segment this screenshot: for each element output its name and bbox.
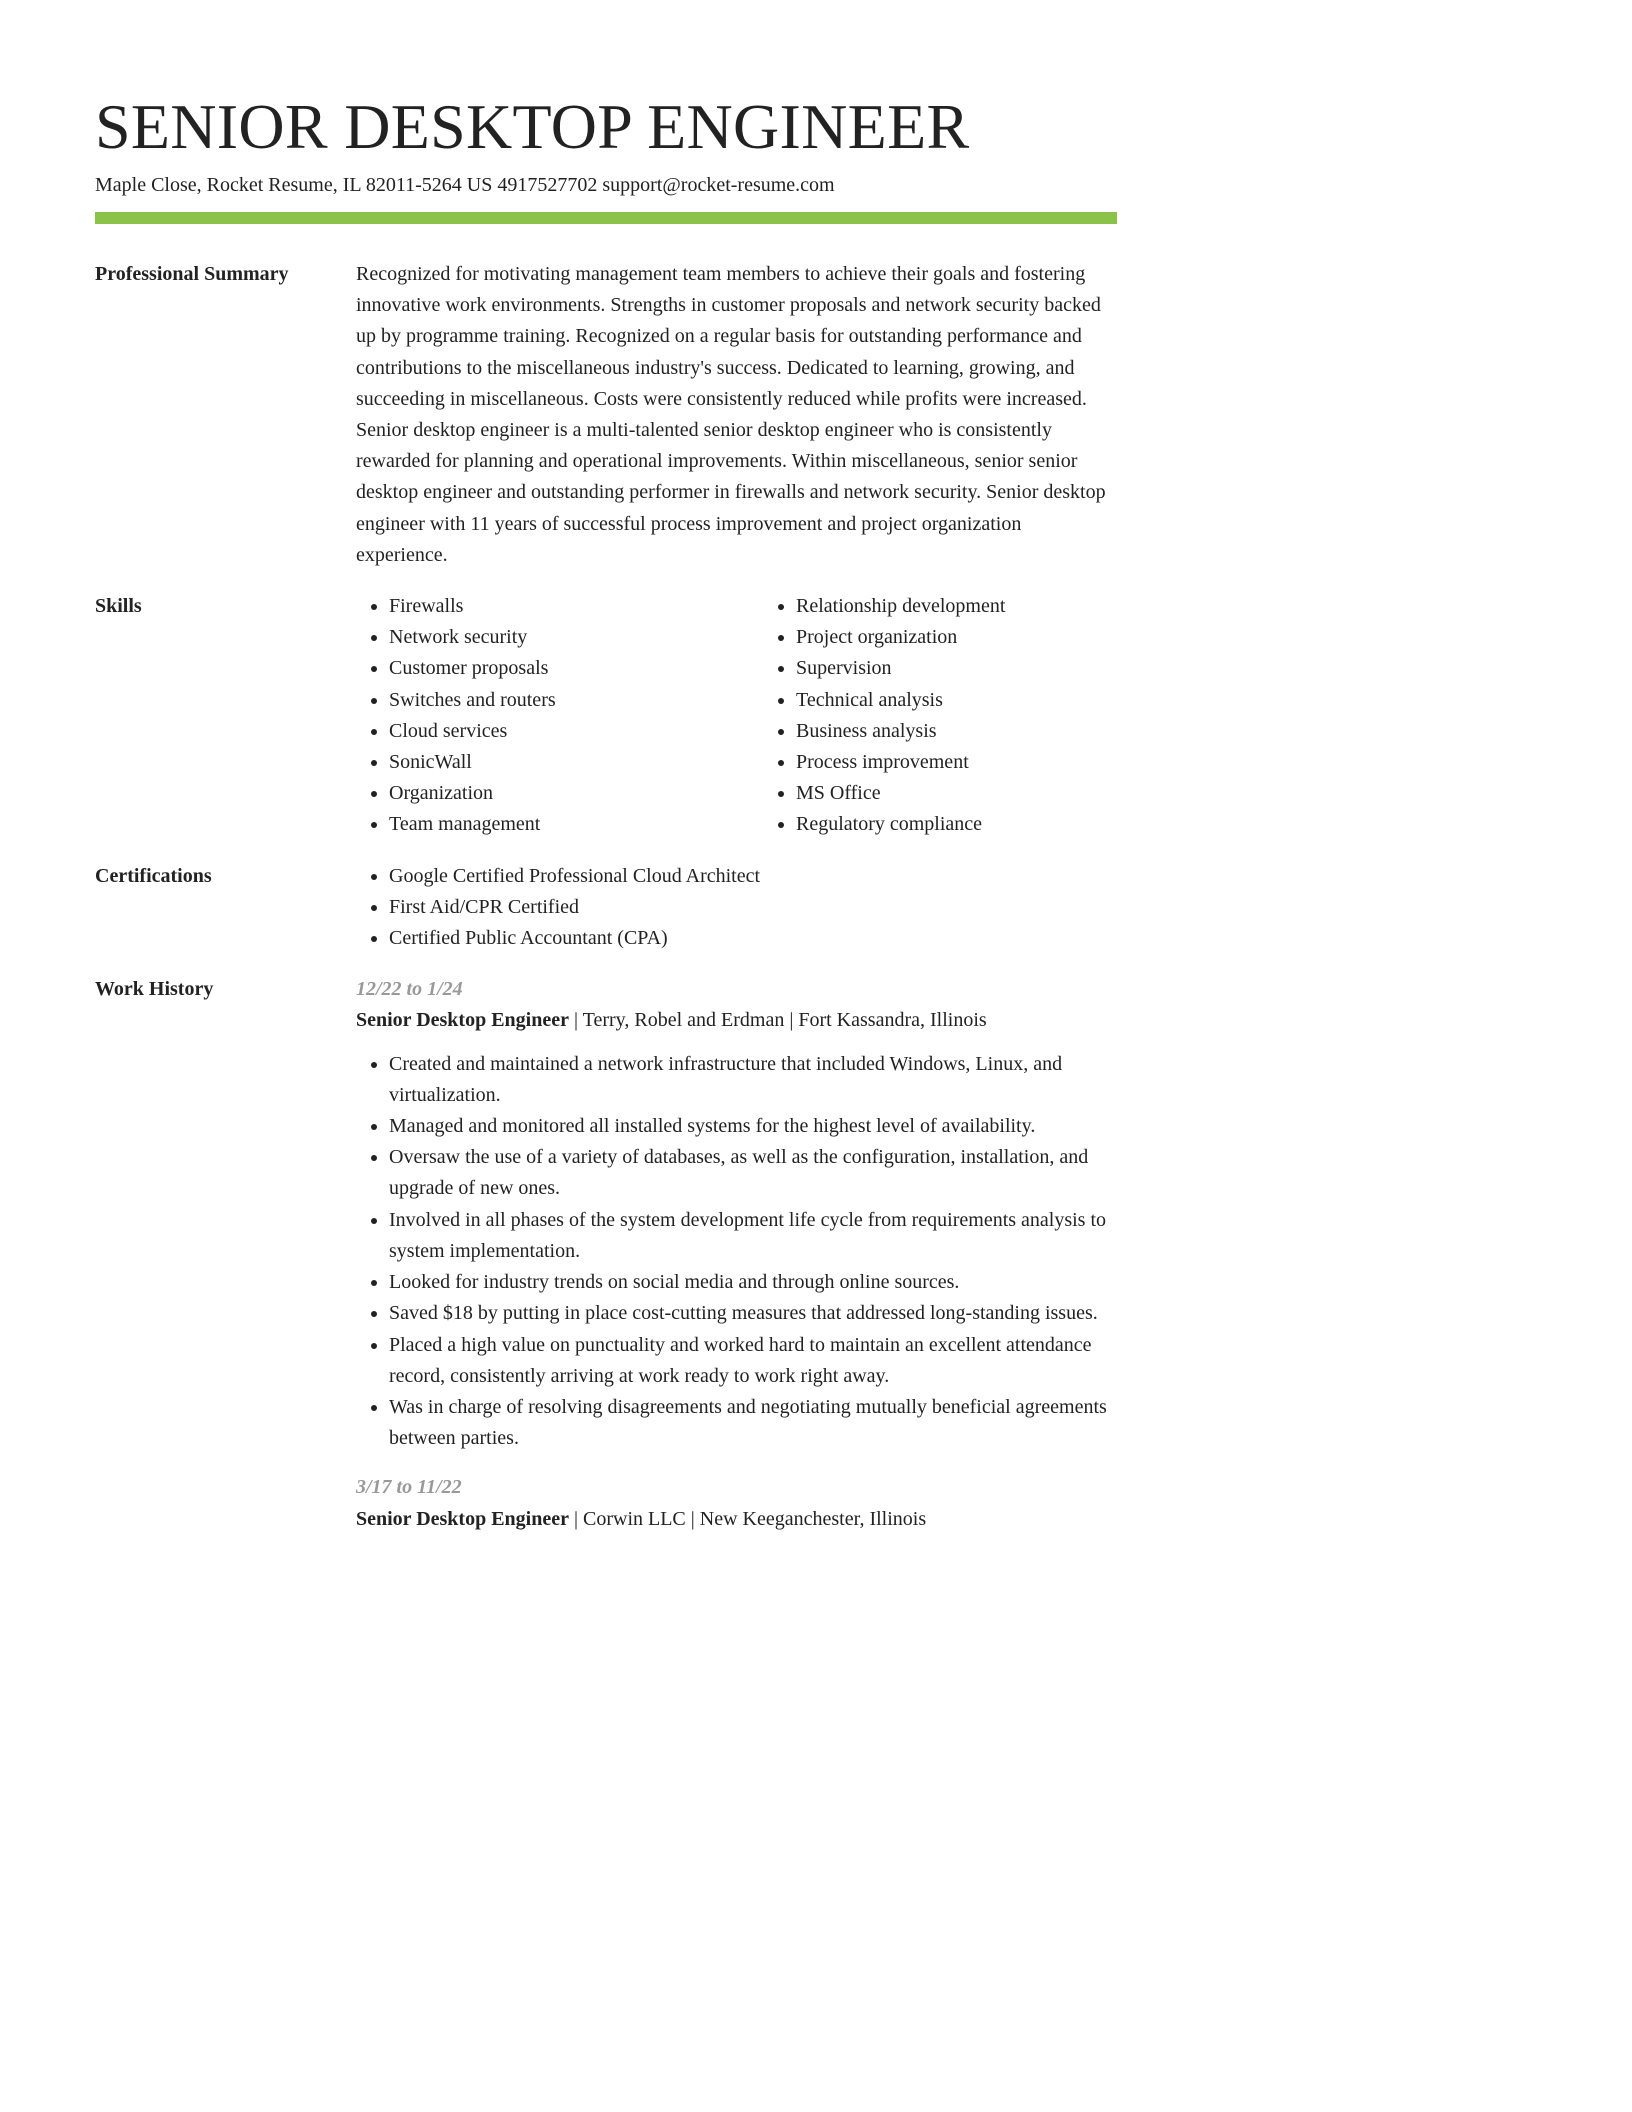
contact-line bbox=[95, 172, 835, 198]
skill-item: • Project organization bbox=[796, 622, 1170, 653]
certifications-list bbox=[356, 861, 1117, 955]
skill-item: • Switches and routers bbox=[389, 685, 763, 716]
certification-item: • First Aid/CPR Certified bbox=[389, 892, 1117, 923]
skill-item: • Team management bbox=[389, 809, 763, 840]
skills-section bbox=[95, 591, 1117, 841]
job-bullet: • Managed and monitored all installed systems for the highest level of availability. bbox=[389, 1111, 1117, 1142]
job-bullet: • Looked for industry trends on social media and through online sources. bbox=[389, 1267, 1117, 1298]
job-entry bbox=[356, 974, 1117, 1454]
job-company: Terry, Robel and Erdman bbox=[582, 1009, 785, 1032]
contact-phone: 4917527702 bbox=[497, 174, 598, 196]
resume-content bbox=[95, 259, 1117, 1567]
skill-item: • Supervision bbox=[796, 653, 1170, 684]
job-title: Senior Desktop Engineer bbox=[356, 1507, 569, 1530]
summary-section bbox=[95, 259, 1117, 571]
job-heading: Senior Desktop Engineer | Terry, Robel and Erdman | Fort Kassandra, Illinois bbox=[356, 1009, 987, 1032]
skill-item: • Firewalls bbox=[389, 591, 763, 622]
skill-item: • Customer proposals bbox=[389, 653, 763, 684]
skill-item: • Organization bbox=[389, 778, 763, 809]
job-location: New Keeganchester, Illinois bbox=[699, 1507, 927, 1530]
skill-item: • Network security bbox=[389, 622, 763, 653]
header-divider bbox=[95, 212, 1117, 224]
skill-item: • Process improvement bbox=[796, 747, 1170, 778]
section-title: Work History bbox=[95, 978, 214, 1001]
certifications-section bbox=[95, 861, 1117, 955]
job-location: Fort Kassandra, Illinois bbox=[798, 1009, 987, 1032]
skill-item: • Relationship development bbox=[796, 591, 1170, 622]
job-entry bbox=[356, 1472, 1117, 1534]
skills-list-right bbox=[763, 591, 1170, 841]
section-title: Certifications bbox=[95, 864, 212, 887]
jobs-list bbox=[356, 974, 1117, 1546]
skill-item: • SonicWall bbox=[389, 747, 763, 778]
skill-item: • MS Office bbox=[796, 778, 1170, 809]
job-dates: 3/17 to 11/22 bbox=[356, 1476, 462, 1499]
job-bullets bbox=[356, 1049, 1117, 1455]
certification-item: • Certified Public Accountant (CPA) bbox=[389, 923, 1117, 954]
job-bullet: • Was in charge of resolving disagreements and negotiating mutually beneficial agreements between parties. bbox=[389, 1392, 1117, 1454]
skill-item: • Regulatory compliance bbox=[796, 809, 1170, 840]
job-title: Senior Desktop Engineer bbox=[356, 1009, 569, 1032]
skill-item: • Business analysis bbox=[796, 716, 1170, 747]
job-bullet: • Saved $18 by putting in place cost-cutting measures that addressed long-standing issues. bbox=[389, 1298, 1117, 1329]
skill-item: • Cloud services bbox=[389, 716, 763, 747]
skills-list-left bbox=[356, 591, 763, 841]
section-title: Skills bbox=[95, 595, 142, 618]
job-bullet: • Oversaw the use of a variety of databases, as well as the configuration, installation, and upgrade of new ones. bbox=[389, 1142, 1117, 1204]
skill-item: • Technical analysis bbox=[796, 685, 1170, 716]
work-history-section bbox=[95, 974, 1117, 1546]
contact-email[interactable]: support@rocket-resume.com bbox=[602, 174, 835, 196]
job-company: Corwin LLC bbox=[583, 1507, 686, 1530]
summary-text: Recognized for motivating management team members to achieve their goals and fostering innovative work environments. Strengths in customer proposals and network security backed up by programme training. Recognized on a regular basis for outstanding performance and contributions to the miscellaneous industry's success. Dedicated to learning, growing, and succeeding in miscellaneous. Costs were consistently reduced while profits were increased. Senior desktop engineer is a multi-talented senior desktop engineer who is consistently rewarded for planning and operational improvements. Within miscellaneous, senior senior desktop engineer and outstanding performer in firewalls and network security. Senior desktop engineer with 11 years of successful process improvement and project organization experience. bbox=[356, 263, 1106, 566]
job-dates: 12/22 to 1/24 bbox=[356, 978, 463, 1001]
job-bullet: • Placed a high value on punctuality and worked hard to maintain an excellent attendance record, consistently arriving at work ready to work right away. bbox=[389, 1330, 1117, 1392]
certification-item: • Google Certified Professional Cloud Architect bbox=[389, 861, 1117, 892]
job-heading: Senior Desktop Engineer | Corwin LLC | New Keeganchester, Illinois bbox=[356, 1507, 927, 1530]
job-bullet: • Created and maintained a network infrastructure that included Windows, Linux, and virtualization. bbox=[389, 1049, 1117, 1111]
contact-address: Maple Close, Rocket Resume, IL 82011-5264 US bbox=[95, 174, 493, 196]
job-bullet: • Involved in all phases of the system development life cycle from requirements analysis to system implementation. bbox=[389, 1205, 1117, 1267]
resume-name: SENIOR DESKTOP ENGINEER bbox=[95, 91, 970, 162]
section-title: Professional Summary bbox=[95, 263, 289, 285]
